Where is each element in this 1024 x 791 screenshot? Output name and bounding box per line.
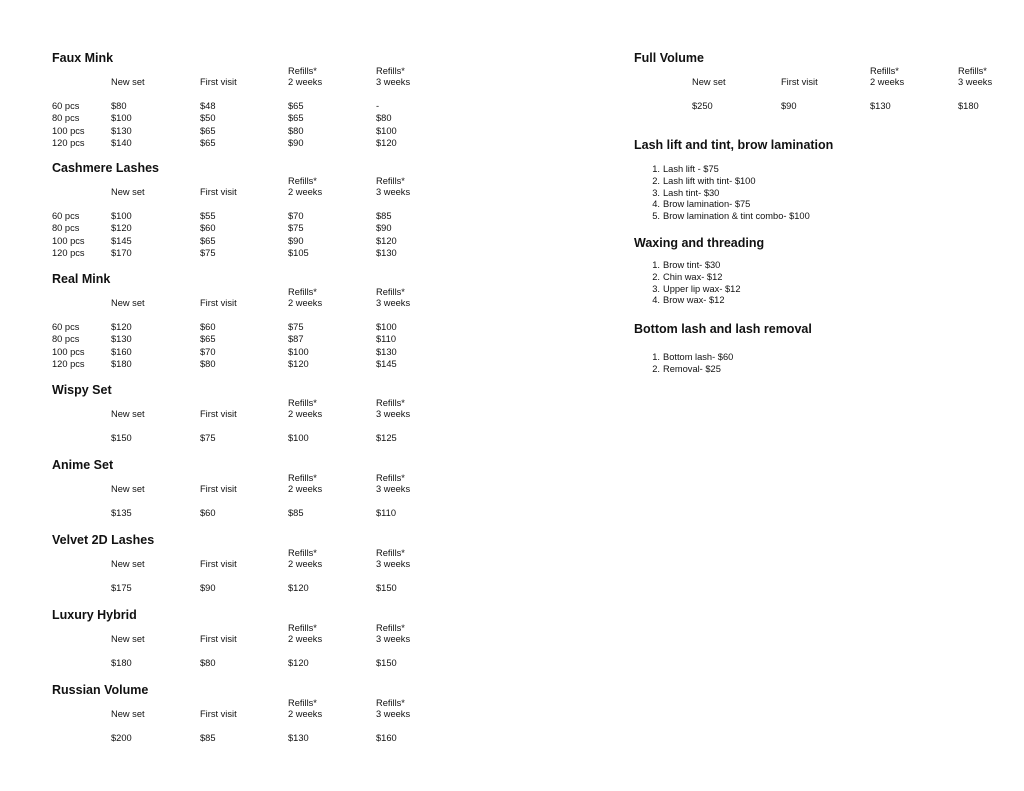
refills-label: Refills* — [958, 66, 987, 76]
refills-label: Refills* — [376, 287, 405, 297]
col-header-2-weeks: 2 weeks — [288, 187, 323, 197]
col-header-3-weeks: 3 weeks — [376, 187, 411, 197]
list-number: 4. — [652, 295, 660, 306]
col-header-first-visit: First visit — [781, 77, 818, 87]
list-item — [634, 164, 934, 175]
list-item-text: Removal- $25 — [663, 363, 721, 374]
section-title: Luxury Hybrid — [52, 608, 137, 622]
col-header-new-set: New set — [111, 559, 145, 569]
section-title: Cashmere Lashes — [52, 161, 160, 175]
refill-3w-price: $110 — [376, 508, 396, 518]
refill-3w-price: $160 — [376, 733, 397, 743]
list-item — [634, 364, 934, 375]
section-title: Faux Mink — [52, 51, 114, 65]
refill-3w-price: $80 — [376, 113, 392, 124]
new-set-price: $180 — [111, 658, 132, 668]
size-cell: 120 pcs — [52, 358, 85, 369]
refill-2w-price: $105 — [288, 247, 309, 258]
refill-3w-price: - — [376, 101, 380, 111]
refill-2w-price: $90 — [288, 235, 304, 246]
col-header-first-visit: First visit — [200, 77, 237, 87]
refills-label: Refills* — [288, 623, 317, 633]
refill-3w-price: $130 — [376, 247, 397, 258]
refill-2w-price: $120 — [288, 583, 309, 593]
col-header-2-weeks: 2 weeks — [288, 409, 323, 419]
list-item — [634, 199, 934, 210]
refills-label: Refills* — [288, 473, 317, 483]
refill-3w-price: $120 — [376, 235, 397, 246]
first-visit-price: $48 — [200, 101, 216, 111]
col-header-new-set: New set — [111, 298, 145, 308]
col-header-new-set: New set — [111, 634, 145, 644]
first-visit-price: $50 — [200, 113, 216, 124]
col-header-2-weeks: 2 weeks — [288, 298, 323, 308]
new-set-price: $175 — [111, 583, 132, 593]
col-header-3-weeks: 3 weeks — [376, 484, 411, 494]
section-title: Russian Volume — [52, 683, 149, 697]
refills-label: Refills* — [870, 66, 899, 76]
list-item-text: Lash lift with tint- $100 — [663, 175, 756, 186]
size-cell: 80 pcs — [52, 223, 80, 234]
list-item — [634, 188, 934, 199]
refills-label: Refills* — [376, 698, 405, 708]
refills-label: Refills* — [376, 398, 405, 408]
list-number: 2. — [652, 175, 660, 186]
refill-2w-price: $90 — [288, 137, 304, 148]
first-visit-price: $60 — [200, 223, 216, 234]
list-item-text: Brow tint- $30 — [663, 260, 721, 270]
first-visit-price: $70 — [200, 346, 216, 357]
size-cell: 120 pcs — [52, 247, 85, 258]
section-title: Waxing and threading — [634, 236, 765, 250]
col-header-first-visit: First visit — [200, 709, 237, 719]
list-item — [634, 211, 934, 222]
refill-2w-price: $65 — [288, 101, 304, 111]
col-header-2-weeks: 2 weeks — [288, 559, 323, 569]
first-visit-price: $90 — [200, 583, 216, 593]
list-item-text: Chin wax- $12 — [663, 271, 723, 282]
size-cell: 60 pcs — [52, 211, 80, 221]
col-header-first-visit: First visit — [200, 484, 237, 494]
col-header-3-weeks: 3 weeks — [376, 709, 411, 719]
list-number: 3. — [652, 283, 660, 294]
col-header-2-weeks: 2 weeks — [288, 634, 323, 644]
col-header-first-visit: First visit — [200, 634, 237, 644]
section-title: Full Volume — [634, 51, 704, 65]
list-item — [634, 295, 934, 306]
refill-2w-price: $85 — [288, 508, 304, 518]
refill-2w-price: $87 — [288, 334, 304, 345]
refills-label: Refills* — [288, 698, 317, 708]
first-visit-price: $65 — [200, 125, 216, 136]
new-set-price: $170 — [111, 247, 132, 258]
new-set-price: $120 — [111, 223, 132, 234]
refill-2w-price: $120 — [288, 658, 309, 668]
first-visit-price: $80 — [200, 358, 216, 369]
refills-label: Refills* — [288, 66, 317, 76]
size-cell: 80 pcs — [52, 334, 80, 345]
list-item — [634, 272, 934, 283]
refill-3w-price: $150 — [376, 658, 397, 668]
list-number: 5. — [652, 211, 660, 222]
col-header-3-weeks: 3 weeks — [376, 634, 411, 644]
new-set-price: $250 — [692, 101, 713, 111]
refill-3w-price: $130 — [376, 346, 397, 357]
col-header-first-visit: First visit — [200, 187, 237, 197]
refill-3w-price: $110 — [376, 334, 396, 345]
new-set-price: $100 — [111, 211, 132, 221]
refill-3w-price: $145 — [376, 358, 397, 369]
refill-2w-price: $130 — [288, 733, 309, 743]
col-header-3-weeks: 3 weeks — [376, 298, 411, 308]
refill-2w-price: $70 — [288, 211, 304, 221]
refill-3w-price: $100 — [376, 322, 397, 332]
col-header-new-set: New set — [111, 709, 145, 719]
refill-3w-price: $100 — [376, 125, 397, 136]
col-header-3-weeks: 3 weeks — [958, 77, 993, 87]
list-item-text: Brow lamination & tint combo- $100 — [663, 211, 810, 222]
new-set-price: $160 — [111, 346, 132, 357]
size-cell: 60 pcs — [52, 101, 80, 111]
list-item-text: Lash lift - $75 — [663, 164, 719, 174]
refills-label: Refills* — [376, 548, 405, 558]
refill-2w-price: $65 — [288, 113, 304, 124]
col-header-new-set: New set — [111, 77, 145, 87]
list-item-text: Upper lip wax- $12 — [663, 283, 741, 294]
refill-2w-price: $100 — [288, 346, 309, 357]
new-set-price: $100 — [111, 113, 132, 124]
first-visit-price: $60 — [200, 322, 216, 332]
refill-2w-price: $75 — [288, 322, 304, 332]
list-number: 1. — [652, 164, 660, 174]
new-set-price: $140 — [111, 137, 132, 148]
new-set-price: $130 — [111, 334, 132, 345]
first-visit-price: $65 — [200, 334, 216, 345]
section-title: Velvet 2D Lashes — [52, 533, 155, 547]
col-header-3-weeks: 3 weeks — [376, 559, 411, 569]
new-set-price: $145 — [111, 235, 132, 246]
col-header-new-set: New set — [692, 77, 726, 87]
col-header-2-weeks: 2 weeks — [870, 77, 905, 87]
section-title: Anime Set — [52, 458, 114, 472]
list-item-text: Brow lamination- $75 — [663, 199, 751, 210]
section-title: Lash lift and tint, brow lamination — [634, 138, 834, 152]
new-set-price: $80 — [111, 101, 127, 111]
refill-2w-price: $130 — [870, 101, 891, 111]
new-set-price: $120 — [111, 322, 132, 332]
list-item-text: Brow wax- $12 — [663, 295, 725, 306]
first-visit-price: $65 — [200, 235, 216, 246]
list-number: 1. — [652, 260, 660, 270]
refill-2w-price: $75 — [288, 223, 304, 234]
list-number: 2. — [652, 271, 660, 282]
list-item — [634, 176, 934, 187]
section-title: Bottom lash and lash removal — [634, 322, 812, 336]
size-cell: 80 pcs — [52, 113, 80, 124]
first-visit-price: $55 — [200, 211, 216, 221]
list-number: 4. — [652, 199, 660, 210]
col-header-new-set: New set — [111, 187, 145, 197]
new-set-price: $150 — [111, 433, 132, 443]
refills-label: Refills* — [376, 66, 405, 76]
col-header-2-weeks: 2 weeks — [288, 484, 323, 494]
size-cell: 120 pcs — [52, 137, 85, 148]
first-visit-price: $75 — [200, 247, 216, 258]
new-set-price: $180 — [111, 358, 132, 369]
list-number: 1. — [652, 352, 660, 362]
section-title: Wispy Set — [52, 383, 112, 397]
section-title: Real Mink — [52, 272, 111, 286]
refill-3w-price: $125 — [376, 433, 397, 443]
refills-label: Refills* — [376, 176, 405, 186]
col-header-first-visit: First visit — [200, 559, 237, 569]
refill-3w-price: $120 — [376, 137, 397, 148]
new-set-price: $135 — [111, 508, 132, 518]
new-set-price: $200 — [111, 733, 132, 743]
first-visit-price: $85 — [200, 733, 216, 743]
refill-3w-price: $85 — [376, 211, 392, 221]
refills-label: Refills* — [376, 473, 405, 483]
new-set-price: $130 — [111, 125, 132, 136]
refills-label: Refills* — [376, 623, 405, 633]
col-header-new-set: New set — [111, 484, 145, 494]
list-number: 2. — [652, 363, 660, 374]
refill-2w-price: $80 — [288, 125, 304, 136]
refills-label: Refills* — [288, 398, 317, 408]
col-header-3-weeks: 3 weeks — [376, 409, 411, 419]
refill-2w-price: $120 — [288, 358, 309, 369]
col-header-first-visit: First visit — [200, 298, 237, 308]
list-number: 3. — [652, 187, 660, 198]
col-header-new-set: New set — [111, 409, 145, 419]
refill-3w-price: $150 — [376, 583, 397, 593]
refill-3w-price: $180 — [958, 101, 979, 111]
refill-3w-price: $90 — [376, 223, 392, 234]
size-cell: 60 pcs — [52, 322, 80, 332]
refill-2w-price: $100 — [288, 433, 309, 443]
first-visit-price: $60 — [200, 508, 216, 518]
col-header-2-weeks: 2 weeks — [288, 709, 323, 719]
refills-label: Refills* — [288, 287, 317, 297]
col-header-3-weeks: 3 weeks — [376, 77, 411, 87]
first-visit-price: $65 — [200, 137, 216, 148]
list-item — [634, 260, 934, 271]
list-item-text: Bottom lash- $60 — [663, 352, 734, 362]
list-item — [634, 352, 934, 363]
col-header-2-weeks: 2 weeks — [288, 77, 323, 87]
size-cell: 100 pcs — [52, 235, 85, 246]
first-visit-price: $75 — [200, 433, 216, 443]
list-item-text: Lash tint- $30 — [663, 187, 720, 198]
col-header-first-visit: First visit — [200, 409, 237, 419]
size-cell: 100 pcs — [52, 125, 85, 136]
size-cell: 100 pcs — [52, 346, 85, 357]
refills-label: Refills* — [288, 176, 317, 186]
first-visit-price: $80 — [200, 658, 216, 668]
list-item — [634, 284, 934, 295]
first-visit-price: $90 — [781, 101, 797, 111]
refills-label: Refills* — [288, 548, 317, 558]
